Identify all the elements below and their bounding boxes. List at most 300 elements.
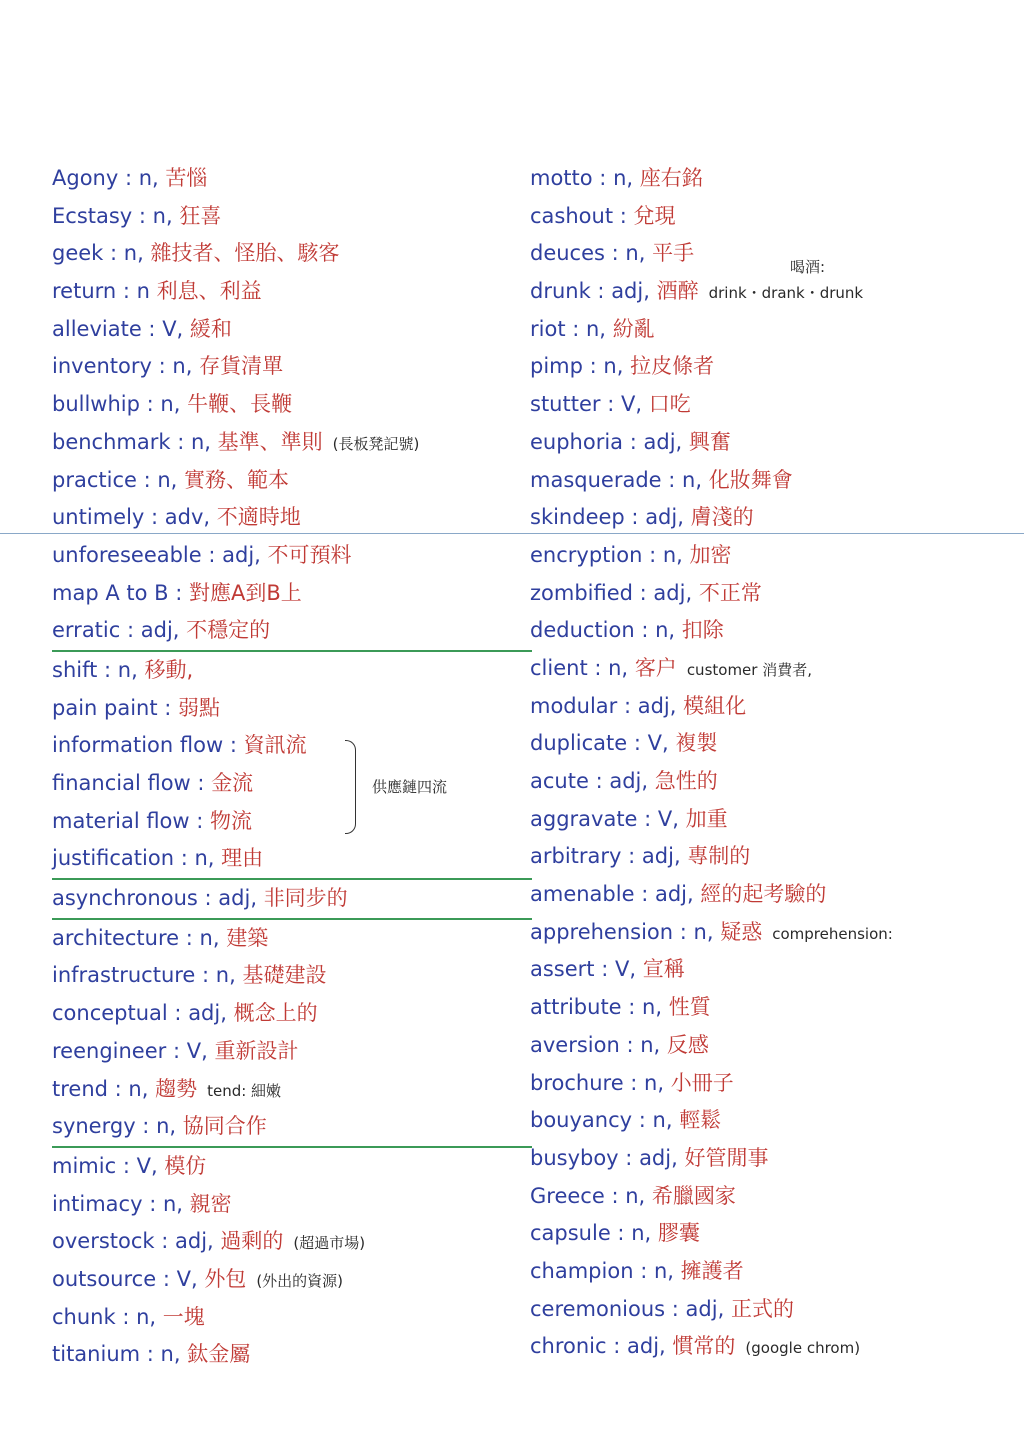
vocab-row [52,575,532,613]
colon-separator: : [118,166,139,190]
colon-separator: : [632,1108,653,1133]
vocab-term: riot [530,316,566,341]
vocab-term: overstock [52,1229,155,1254]
part-of-speech: n, [631,1221,652,1246]
vocab-definition: 重新設計 [214,1038,299,1063]
vocab-definition: 座右銘 [639,166,703,190]
vocab-term: bouyancy [530,1108,633,1133]
vocab-row [530,1102,1010,1140]
vocab-term: financial flow [52,771,191,795]
vocab-definition: 鈦金屬 [187,1342,251,1367]
vocab-row [530,1215,1010,1253]
vocab-definition: 興奮 [688,429,731,454]
vocab-row [530,537,1010,575]
part-of-speech: n, [136,1304,157,1329]
colon-separator: : [604,1183,626,1208]
vocab-term: deuces [530,241,605,266]
part-of-speech: n [136,279,150,304]
vocab-definition: 概念上的 [233,1001,318,1026]
vocab-term: bullwhip [52,392,140,417]
colon-separator: : [141,316,163,341]
vocab-term: Ecstasy [52,203,133,228]
vocab-row [530,989,1010,1027]
part-of-speech: adj, [218,886,257,911]
vocab-definition: 小冊子 [670,1070,734,1095]
colon-separator: : [132,203,153,228]
vocab-row [530,725,1010,763]
part-of-speech: n, [123,241,144,266]
vocab-definition: 兌現 [633,203,676,228]
vocab-row [530,462,1010,500]
vocab-term: return [52,279,117,304]
vocab-row [530,198,1010,236]
vocab-term: Agony [52,166,119,190]
colon-separator: : [624,505,646,530]
vocab-definition: 不可預料 [267,542,352,567]
vocab-definition: 不適時地 [216,505,301,530]
drink-heading-note: 喝酒: [790,258,826,276]
part-of-speech: V, [136,1153,158,1178]
part-of-speech: V, [620,392,642,417]
colon-separator: : [139,392,161,417]
part-of-speech: adj, [140,618,180,643]
vocab-term: unforeseeable [52,542,202,567]
vocab-row [52,1148,532,1186]
vocab-row [530,1328,1010,1366]
vocab-term: attribute [530,995,622,1020]
vocab-definition: 牛鞭、長鞭 [187,392,293,417]
vocab-term: chronic [530,1334,607,1359]
vocab-row [530,348,1010,386]
part-of-speech: V, [657,806,679,831]
colon-separator: : [151,354,173,379]
vocab-term: motto [530,166,593,190]
part-of-speech: n, [138,166,159,190]
vocab-row [530,688,1010,726]
vocab-row [52,235,532,273]
vocab-definition: 口吃 [648,392,691,417]
vocab-note: (外出的資源) [256,1271,344,1290]
vocab-term: titanium [52,1342,141,1367]
colon-separator: : [115,1304,137,1329]
vocab-term: brochure [530,1070,624,1095]
colon-separator: : [582,354,604,379]
part-of-speech: V, [647,731,669,756]
vocab-definition: 建築 [226,925,269,950]
vocab-row [52,920,532,958]
colon-separator: : [195,963,216,988]
vocab-definition: 一塊 [162,1304,205,1329]
vocab-definition: 平手 [652,241,695,266]
colon-separator: : [627,731,648,756]
vocab-definition: 加密 [689,542,732,567]
vocab-term: architecture [52,925,180,950]
colon-separator: : [604,241,626,266]
vocab-definition: 性質 [668,995,711,1020]
colon-separator: : [634,882,655,907]
vocab-definition: 好管閒事 [684,1145,769,1170]
vocab-row [52,348,532,386]
vocab-term: masquerade [530,467,662,492]
part-of-speech: n, [603,354,624,379]
vocab-definition: 經的起考驗的 [700,882,827,907]
vocab-row [530,612,1010,650]
vocab-row [530,801,1010,839]
colon-separator: : [174,846,195,871]
vocab-term: champion [530,1258,634,1283]
vocab-row [52,1223,532,1261]
vocab-row [52,273,532,311]
vocab-definition: 移動, [144,657,194,682]
vocab-definition: 擁護者 [680,1258,744,1283]
vocab-term: alleviate [52,316,142,341]
vocab-term: conceptual [52,1001,168,1026]
part-of-speech: n, [157,467,178,492]
part-of-speech: V, [162,316,184,341]
colon-separator: : [135,1114,157,1139]
vocab-definition: 慣常的 [672,1334,736,1359]
vocab-row [52,765,532,803]
vocab-term: cashout [530,203,614,228]
vocab-definition: 膚淺的 [690,505,754,530]
vocab-term: stutter [530,392,601,417]
vocab-row [52,803,532,841]
vocab-definition: 宣稱 [642,957,685,982]
colon-separator: : [634,618,656,643]
colon-separator: : [120,618,141,643]
colon-separator: : [116,279,137,304]
left-vocabulary-column [52,160,532,1374]
vocab-definition: 外包 [204,1266,247,1291]
part-of-speech: n, [644,1070,665,1095]
part-of-speech: n, [162,1191,183,1216]
vocab-term: map A to B [52,580,169,605]
vocab-definition: 疑惑 [720,919,763,944]
vocab-row [530,235,1010,273]
part-of-speech: V, [186,1038,208,1063]
colon-separator: : [600,392,621,417]
vocab-row [52,198,532,236]
vocab-definition: 反感 [666,1032,709,1057]
supply-chain-label: 供應鏈四流 [372,778,448,796]
colon-separator: : [565,316,586,341]
vocab-row [530,1253,1010,1291]
colon-separator: : [116,1153,137,1178]
part-of-speech: n, [194,846,215,871]
vocab-term: deduction [530,618,635,643]
vocab-definition: 對應A到B上 [188,580,302,605]
vocab-term: capsule [530,1221,611,1246]
colon-separator: : [201,542,223,567]
colon-separator: : [606,1334,628,1359]
vocab-definition: 模仿 [164,1153,207,1178]
vocab-definition: 緩和 [189,316,232,341]
vocab-row [52,1299,532,1337]
vocab-row [530,1140,1010,1178]
vocab-definition: 專制的 [687,844,751,869]
part-of-speech: n, [128,1076,149,1101]
part-of-speech: n, [625,1183,646,1208]
colon-separator: : [587,655,609,680]
vocab-term: erratic [52,618,121,643]
supply-chain-brace [345,740,356,834]
part-of-speech: n, [156,1114,177,1139]
vocab-row [530,273,1010,311]
vocab-note: comprehension: [772,924,893,943]
vocab-row [530,424,1010,462]
part-of-speech: n, [608,655,629,680]
vocab-row [530,951,1010,989]
part-of-speech: adj, [627,1334,666,1359]
colon-separator: : [170,429,191,454]
vocab-row [52,1261,532,1299]
vocab-row [530,763,1010,801]
colon-separator: : [168,580,189,605]
vocab-definition: 模組化 [683,693,747,718]
part-of-speech: adj, [643,429,683,454]
vocab-row [52,727,532,765]
part-of-speech: adv, [164,505,211,530]
vocab-definition: 存貨清單 [199,354,284,379]
vocab-term: duplicate [530,731,628,756]
vocab-row [52,499,532,537]
colon-separator: : [633,1258,654,1283]
colon-separator: : [107,1076,129,1101]
vocab-term: amenable [530,882,635,907]
vocab-term: mimic [52,1153,117,1178]
vocab-definition: 狂喜 [179,203,222,228]
colon-separator: : [142,1191,163,1216]
colon-separator: : [590,279,612,304]
vocab-definition: 輕鬆 [679,1108,722,1133]
part-of-speech: n, [160,392,181,417]
vocab-definition: 物流 [210,808,253,833]
vocab-definition: 客户 [634,655,677,680]
vocab-term: practice [52,467,137,492]
colon-separator: : [166,1038,187,1063]
part-of-speech: adj, [639,1145,678,1170]
vocab-definition: 基準、準則 [217,429,323,454]
vocab-term: benchmark [52,429,171,454]
vocab-term: client [530,655,588,680]
part-of-speech: n, [655,618,676,643]
part-of-speech: adj, [653,580,693,605]
vocab-row [52,537,532,575]
vocab-row [530,160,1010,198]
vocab-definition: 希臘國家 [651,1183,736,1208]
part-of-speech: V, [176,1266,198,1291]
vocab-row [530,386,1010,424]
vocab-note: customer 消費者, [686,660,812,679]
vocab-term: asynchronous [52,886,198,911]
vocab-row [530,575,1010,613]
vocab-term: untimely [52,505,145,530]
vocab-term: outsource [52,1266,157,1291]
vocab-row [530,914,1010,952]
vocab-row [530,876,1010,914]
colon-separator: : [189,808,211,833]
part-of-speech: n, [625,241,646,266]
vocab-term: intimacy [52,1191,143,1216]
part-of-speech: adj, [609,769,649,793]
vocab-term: trend [52,1076,108,1101]
part-of-speech: adj, [188,1001,227,1026]
vocab-row [530,1065,1010,1103]
vocab-row [52,424,532,462]
colon-separator: : [103,241,124,266]
colon-separator: : [592,166,614,190]
part-of-speech: n, [642,995,663,1020]
vocab-row [530,311,1010,349]
part-of-speech: adj, [645,505,684,530]
vocab-note: (超過市場) [293,1234,366,1253]
vocab-definition: 弱點 [178,695,221,720]
vocab-row [530,650,1010,688]
colon-separator: : [140,1342,161,1367]
vocab-term: ceremonious [530,1296,666,1321]
vocab-definition: 苦惱 [165,166,208,190]
vocab-term: skindeep [530,505,625,530]
colon-separator: : [613,203,634,228]
part-of-speech: adj, [641,844,681,869]
colon-separator: : [623,429,644,454]
vocab-term: busyboy [530,1145,619,1170]
colon-separator: : [665,1296,686,1321]
part-of-speech: n, [613,166,634,190]
part-of-speech: n, [160,1342,181,1367]
vocab-row [52,957,532,995]
vocab-row [52,160,532,198]
vocab-definition: 不穩定的 [186,618,271,643]
vocab-term: modular [530,693,618,718]
vocab-term: inventory [52,354,152,379]
part-of-speech: n, [652,1108,673,1133]
vocab-term: justification [52,846,175,871]
vocab-term: aversion [530,1032,620,1057]
vocab-row [530,1178,1010,1216]
part-of-speech: adj, [654,882,694,907]
vocab-term: encryption [530,542,643,567]
vocab-row [52,690,532,728]
vocab-term: chunk [52,1304,116,1329]
part-of-speech: n, [682,467,703,492]
vocab-note: (長板凳記號) [332,434,420,453]
vocab-definition: 資訊流 [243,733,307,758]
vocab-row [52,1033,532,1071]
part-of-speech: V, [614,957,637,982]
colon-separator: : [632,580,654,605]
vocab-row [530,499,1010,537]
vocab-term: apprehension [530,919,674,944]
vocab-term: shift [52,657,98,682]
vocab-note: (google chrom) [745,1339,861,1358]
vocab-definition: 加重 [685,806,728,831]
colon-separator: : [673,919,694,944]
vocab-row [52,462,532,500]
vocab-definition: 趨勢 [155,1076,198,1101]
colon-separator: : [617,693,638,718]
colon-separator: : [157,695,179,720]
vocab-term: reengineer [52,1038,167,1063]
colon-separator: : [610,1221,632,1246]
vocab-note: drink・drank・drunk [708,284,864,303]
colon-separator: : [661,467,683,492]
vocab-definition: 正式的 [730,1296,794,1321]
vocab-term: assert [530,957,595,982]
vocab-definition: 紛亂 [612,316,655,341]
vocab-term: geek [52,241,104,266]
colon-separator: : [144,505,165,530]
vocab-definition: 急性的 [654,769,718,793]
colon-separator: : [197,886,219,911]
colon-separator: : [136,467,158,492]
vocab-term: aggravate [530,806,638,831]
vocab-term: acute [530,769,589,793]
vocab-definition: 酒醉 [656,279,699,304]
vocab-row [52,880,532,920]
vocab-row [530,1027,1010,1065]
colon-separator: : [637,806,658,831]
part-of-speech: n, [117,657,138,682]
vocab-row [52,1108,532,1148]
vocab-definition: 實務、範本 [184,467,290,492]
part-of-speech: n, [215,963,236,988]
vocab-definition: 非同步的 [263,886,348,911]
part-of-speech: n, [653,1258,674,1283]
colon-separator: : [588,769,610,793]
vocab-row [52,840,532,880]
vocab-term: pain paint [52,695,158,720]
part-of-speech: adj, [685,1296,725,1321]
colon-separator: : [642,542,663,567]
vocab-row [530,1291,1010,1329]
colon-separator: : [618,1145,640,1170]
vocab-row [52,652,532,690]
colon-separator: : [167,1001,189,1026]
part-of-speech: n, [586,316,606,341]
vocab-definition: 過剩的 [220,1229,284,1254]
part-of-speech: n, [693,919,714,944]
colon-separator: : [619,1032,641,1057]
vocab-definition: 扣除 [681,618,724,643]
vocab-definition: 不正常 [698,580,762,605]
part-of-speech: n, [190,429,211,454]
part-of-speech: n, [152,203,173,228]
vocab-definition: 膠囊 [657,1221,700,1246]
vocab-definition: 化妝舞會 [708,467,793,492]
vocab-row [52,311,532,349]
colon-separator: : [97,657,118,682]
part-of-speech: adj, [637,693,677,718]
part-of-speech: n, [662,542,683,567]
part-of-speech: adj, [175,1229,214,1254]
vocab-definition: 利息、利益 [156,279,262,304]
colon-separator: : [223,733,244,758]
vocab-term: euphoria [530,429,624,454]
colon-separator: : [621,995,643,1020]
part-of-speech: n, [640,1032,661,1057]
vocab-definition: 拉皮條者 [630,354,715,379]
vocab-definition: 複製 [675,731,718,756]
vocab-row [530,838,1010,876]
vocab-row [52,1336,532,1374]
colon-separator: : [156,1266,177,1291]
vocab-definition: 協同合作 [182,1114,267,1139]
vocab-definition: 金流 [211,771,254,795]
colon-separator: : [179,925,200,950]
part-of-speech: n, [172,354,193,379]
vocab-term: information flow [52,733,224,758]
